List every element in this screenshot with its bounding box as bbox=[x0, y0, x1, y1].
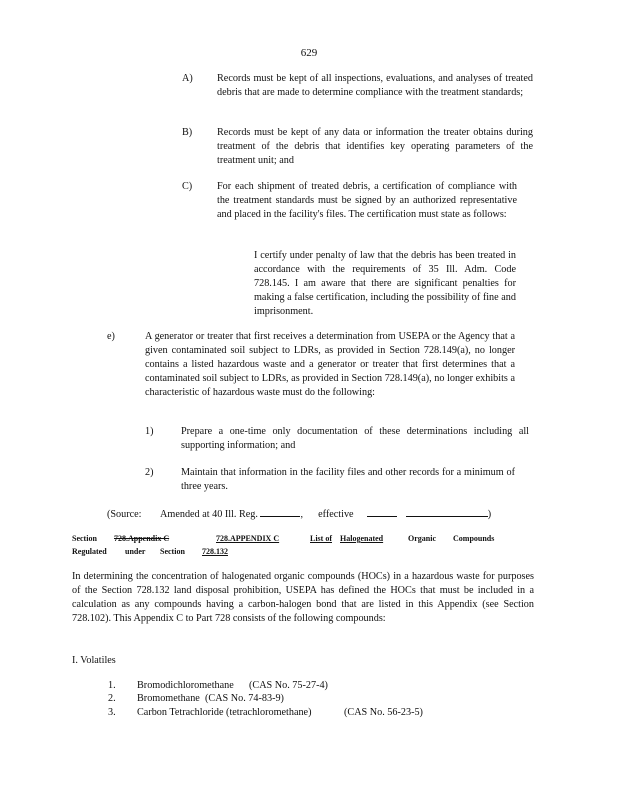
volatile-item-cas: (CAS No. 74-83-9) bbox=[205, 693, 284, 704]
appendix-intro: In determining the concentration of halogenated organic compounds (HOCs) in a hazardous waste for purposes of the Section 728.132 land disposal prohibition, USEPA has defined the HOCs that must be included in a calculation as any compounds having a carbon-halogen bond that are listed in this Appendix (see Section 728.102). This Appendix C to Part 728 consists of the following compounds: bbox=[72, 571, 534, 624]
heading-compounds: Compounds bbox=[453, 534, 495, 543]
heading-new-title: 728.APPENDIX C bbox=[216, 534, 280, 543]
sub-item-1-text: Prepare a one-time only documentation of these determinations including all supporting information; and bbox=[181, 426, 529, 451]
source-prefix: (Source: bbox=[107, 509, 142, 520]
item-e-label: e) bbox=[107, 331, 115, 342]
item-b-text: Records must be kept of any data or information the treater obtains during treatment of the debris that identifies key operating parameters of the treatment unit; and bbox=[217, 127, 533, 166]
heading-struck-title: 728.Appendix C bbox=[114, 534, 170, 543]
appendix-heading-row-1 bbox=[0, 533, 618, 545]
sub-item-2-text: Maintain that information in the facility files and other records for a minimum of three years. bbox=[181, 467, 515, 492]
page-number: 629 bbox=[300, 47, 318, 59]
volatile-item-cas: (CAS No. 75-27-4) bbox=[249, 680, 328, 691]
volatile-item-name: Carbon Tetrachloride (tetrachloromethane) bbox=[137, 707, 312, 718]
heading-halogenated: Halogenated bbox=[340, 534, 384, 543]
register-blank bbox=[260, 505, 300, 517]
heading-regulated: Regulated bbox=[72, 547, 107, 556]
source-close: ) bbox=[487, 509, 492, 520]
volatile-item-name: Bromomethane bbox=[137, 693, 200, 704]
certification-quote: I certify under penalty of law that the debris has been treated in accordance with the requirements of 35 Ill. Adm. Code 728.145. I am aware that there are significant penalties for making a false certification, including the possibility of fine and imprisonment. bbox=[254, 250, 516, 317]
source-comma: , bbox=[300, 509, 304, 520]
heading-under: under bbox=[125, 547, 146, 556]
effective-blank-2 bbox=[406, 505, 488, 517]
item-c-text: For each shipment of treated debris, a certification of compliance with the treatment standards must be signed by an authorized representative and placed in the facility's files. The certification must state as follows: bbox=[217, 181, 517, 220]
effective-blank-1 bbox=[367, 505, 397, 517]
item-b-label: B) bbox=[182, 127, 193, 138]
appendix-heading-row-2 bbox=[0, 546, 618, 558]
volatile-item-num: 2. bbox=[108, 693, 116, 704]
volatiles-title: I. Volatiles bbox=[72, 655, 116, 666]
item-a-label: A) bbox=[182, 73, 193, 84]
sub-item-2-label: 2) bbox=[145, 467, 154, 478]
sub-item-1-label: 1) bbox=[145, 426, 154, 437]
volatile-item-num: 1. bbox=[108, 680, 116, 691]
volatile-item-num: 3. bbox=[108, 707, 116, 718]
item-c-label: C) bbox=[182, 181, 193, 192]
source-effective: effective bbox=[318, 509, 354, 520]
item-e-text: A generator or treater that first receives a determination from USEPA or the Agency that a given contaminated soil subject to LDRs, as provided in Section 728.149(a), no longer contains a listed hazardous waste and a generator or treater that first determines that a contaminated soil subject to LDRs, as provided in Section 728.149(a), no longer exhibits a characteristic of hazardous waste must do the following: bbox=[145, 331, 515, 398]
source-line bbox=[107, 505, 491, 522]
heading-organic: Organic bbox=[408, 534, 436, 543]
heading-section: Section bbox=[72, 534, 97, 543]
source-amended: Amended at 40 Ill. Reg. bbox=[160, 509, 258, 520]
volatile-item-cas: (CAS No. 56-23-5) bbox=[344, 707, 423, 718]
volatile-item-name: Bromodichloromethane bbox=[137, 680, 234, 691]
heading-section-2: Section bbox=[160, 547, 185, 556]
heading-section-number: 728.132 bbox=[202, 547, 228, 556]
heading-list-of: List of bbox=[310, 534, 332, 543]
item-a-text: Records must be kept of all inspections, evaluations, and analyses of treated debris that are made to determine compliance with the treatment standards; bbox=[217, 73, 533, 98]
